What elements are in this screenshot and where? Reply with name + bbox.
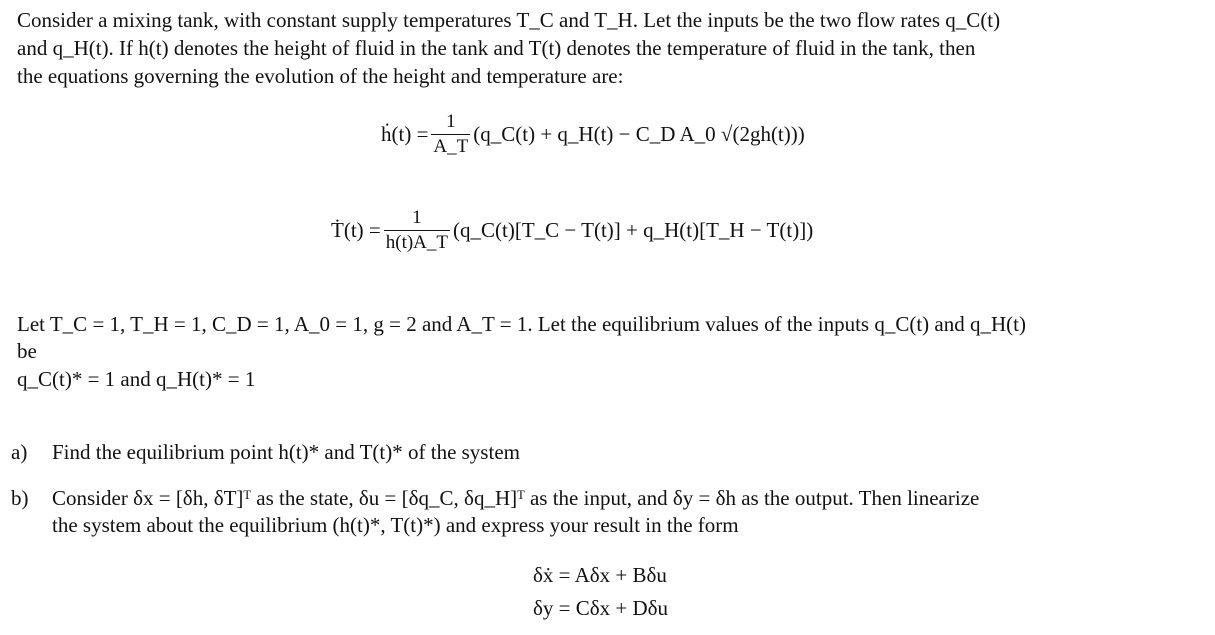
height-eq-denominator: A_T bbox=[433, 136, 469, 157]
item-a-label: a) bbox=[11, 440, 28, 464]
linear-state-equation: δẋ = Aδx + Bδu bbox=[533, 563, 667, 587]
height-eq-numerator: 1 bbox=[446, 111, 456, 132]
height-equation bbox=[381, 110, 805, 159]
linear-output-equation: δy = Cδx + Dδu bbox=[533, 596, 669, 620]
intro-line-1: Consider a mixing tank, with constant supply temperatures T_C and T_H. Let the inputs be the two flow rates q_C(t) bbox=[17, 8, 1001, 32]
temp-eq-lhs: Ṫ(t) = bbox=[331, 218, 381, 242]
height-eq-fraction bbox=[431, 110, 470, 159]
params-line-2: be bbox=[17, 339, 37, 363]
item-b-label: b) bbox=[11, 486, 29, 510]
height-eq-lhs: ḣ(t) = bbox=[381, 122, 429, 146]
intro-line-3: the equations governing the evolution of the height and temperature are: bbox=[17, 64, 624, 88]
height-eq-rhs: (q_C(t) + q_H(t) − C_D A_0 √(2gh(t))) bbox=[473, 122, 805, 146]
item-b-text-line-1: Consider δx = [δh, δT]ᵀ as the state, δu = [δq_C, δq_H]ᵀ as the input, and δy = δh as the output. Then linearize bbox=[52, 486, 980, 510]
item-b-text-line-2: the system about the equilibrium (h(t)*, T(t)*) and express your result in the form bbox=[52, 513, 739, 537]
temp-eq-numerator: 1 bbox=[412, 207, 422, 228]
item-a-text: Find the equilibrium point h(t)* and T(t)* of the system bbox=[52, 440, 520, 464]
intro-line-2: and q_H(t). If h(t) denotes the height of fluid in the tank and T(t) denotes the temperature of fluid in the tank, then bbox=[17, 36, 976, 60]
temp-eq-fraction bbox=[384, 206, 450, 255]
temperature-equation bbox=[331, 206, 813, 255]
params-line-1: Let T_C = 1, T_H = 1, C_D = 1, A_0 = 1, g = 2 and A_T = 1. Let the equilibrium values of the inputs q_C(t) and q_H(t) bbox=[17, 312, 1026, 336]
temp-eq-rhs: (q_C(t)[T_C − T(t)] + q_H(t)[T_H − T(t)]) bbox=[453, 218, 814, 242]
params-line-3: q_C(t)* = 1 and q_H(t)* = 1 bbox=[17, 367, 256, 391]
temp-eq-denominator: h(t)A_T bbox=[385, 232, 449, 253]
